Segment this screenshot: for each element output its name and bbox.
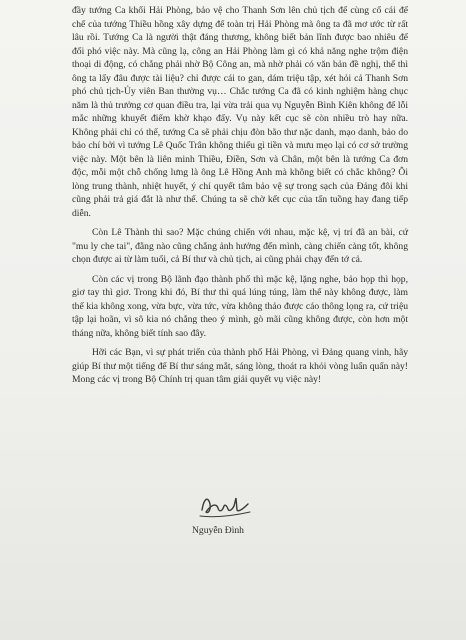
letter-body xyxy=(72,4,408,393)
paragraph-3: Còn các vị trong Bộ lãnh đạo thành phố thì mặc kệ, lặng nghe, bảo họp thì họp, giơ tay thì giơ. Trong khi đó, Bí thư thì quá lúng túng, làm thế này không được, làm thế kia không xong, vừa bực, vừa tức, vừa không thảo được cáo thông lọng ra, cứ triệu tập lại hoãn, vì sô kia nó chẳng theo ý mình, gò mãi cũng không được, còn hơn một tháng nữa, không biết tính sao đây. xyxy=(72,273,408,339)
paragraph-2: Còn Lê Thành thì sao? Mặc chúng chiến với nhau, mặc kệ, vị trí đã an bài, cứ "mu ly che tai", đằng nào cũng chẳng ảnh hưởng đến mình, càng chiến càng tốt, không chọn được ai từ làm tuổi, cả Bí thư và chủ tịch, ai cũng phải chạy đến tớ cả. xyxy=(72,227,408,265)
paragraph-4: Hỡi các Bạn, vì sự phát triển của thành phố Hải Phòng, vì Đảng quang vinh, hãy giúp Bí thư một tiếng để Bí thư sáng mắt, sáng lòng, thoát ra khỏi vòng luẩn quẩn này! Mong các vị trong Bộ Chính trị quan tâm giải quyết vụ việc này! xyxy=(72,347,408,385)
handwritten-signature xyxy=(196,490,256,522)
signer-name: Nguyễn Đình xyxy=(192,525,244,536)
paragraph-1: đầy tướng Ca khối Hải Phòng, bảo vệ cho Thanh Sơn lên chủ tịch để cùng cổ cái để chế của tướng Thiều hồng xây dựng để toàn trị Hải Phòng mà ông ta đã mơ ước từ rất lâu rồi. Tướng Ca là người thật đáng thương, không biết bản lĩnh được bao nhiêu để đối phó việc này. Mà cũng lạ, công an Hải Phòng làm gì có khả năng nghe trộm điện thoại di động, có chẳng phải nhờ Bộ Công an, mà nhờ phải có văn bản đề nghị, thế thì ông ta lấy đâu được tài liệu? chỉ được cái to gan, dám triệu tập, xét hỏi cả Thanh Sơn phó chủ tịch-Ủy viên Ban thường vụ… Chắc tướng Ca đã có kinh nghiệm hàng chục năm là thủ trưởng cơ quan điều tra, lại vừa trải qua vụ Nguyễn Bình Kiên không để lỗi mắc những khuyết điểm khờ khạo đấy. Vụ này kết cục sẽ còn nhiều trò hay nữa. Không phải chỉ có thể, tướng Ca sẽ phải chịu đòn bão thư nặc danh, mạo danh, bảo do bảo chí bởi vì tướng Lê Quốc Trân không thiếu gì tiền và mưu mẹo lại có cơ sở trường việc này. Một bên là liên minh Thiều, Điền, Sơn và Chân, một bên là tướng Ca đơn độc, mỗi một chỗ chống lưng là ông Lê Hồng Anh mà không biết có chắc không? Ôi lòng trung thành, nhiệt huyết, ý chí quyết tâm bảo vệ sự trong sạch của Đảng đôi khi cũng phải trả giá đắt là như thế. Chúng ta sẽ chờ kết cục của tấn tuồng hay đang tiếp diễn. xyxy=(72,5,408,219)
